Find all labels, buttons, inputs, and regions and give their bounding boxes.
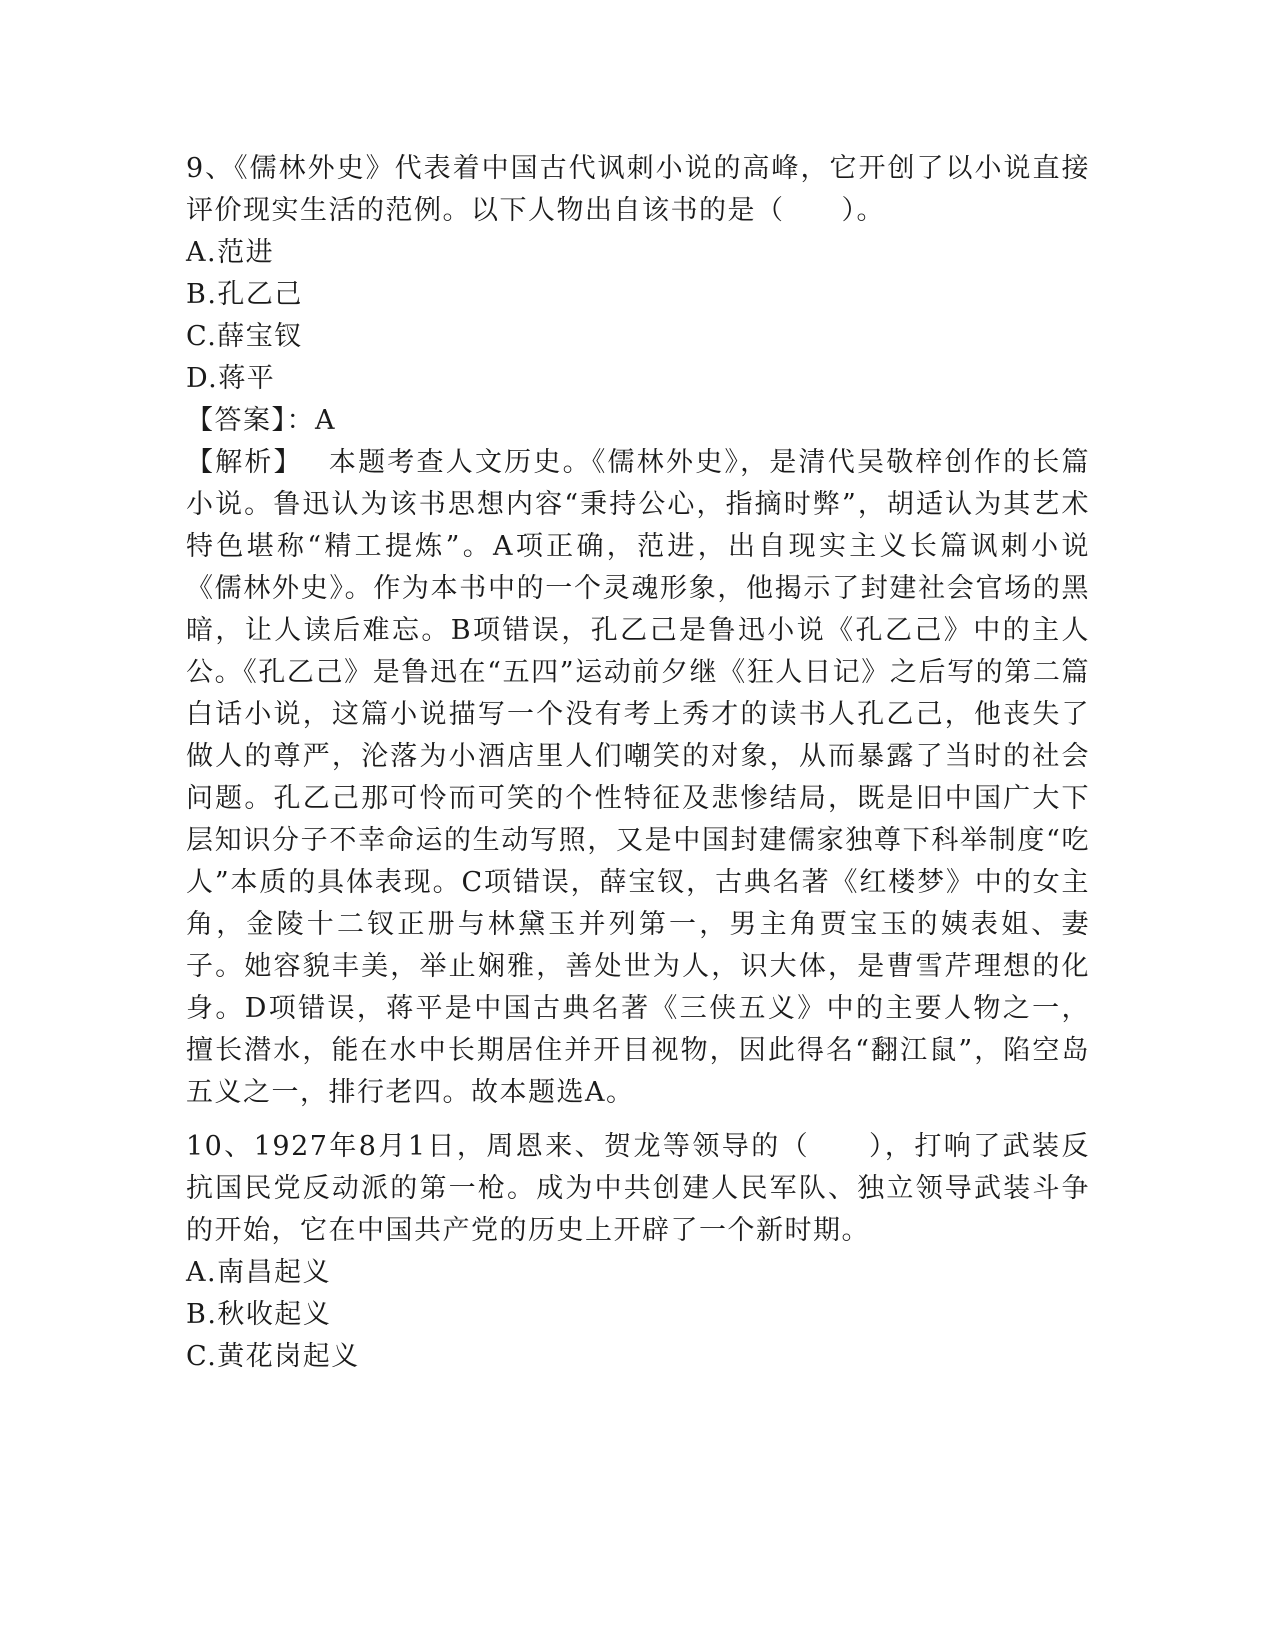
analysis-label: 【解析】 (186, 447, 303, 478)
option-c: C.黄花岗起义 (186, 1341, 360, 1372)
option-a: A.南昌起义 (186, 1257, 332, 1288)
option-b: B.秋收起义 (186, 1299, 332, 1330)
analysis-text: 本题考查人文历史。《儒林外史》，是清代吴敬梓创作的长篇小说。鲁迅认为该书思想内容“秉持公心，指摘时弊”，胡适认为其艺术特色堪称“精工提炼”。A项正确，范进，出自现实主义长篇讽刺小说《儒林外史》。作为本书中的一个灵魂形象，他揭示了封建社会官场的黑暗，让人读后难忘。B项错误，孔乙己是鲁迅小说《孔乙己》中的主人公。《孔乙己》是鲁迅在“五四”运动前夕继《狂人日记》之后写的第二篇白话小说，这篇小说描写一个没有考上秀才的读书人孔乙己，他丧失了做人的尊严，沦落为小酒店里人们嘲笑的对象，从而暴露了当时的社会问题。孔乙己那可怜而可笑的个性特征及悲惨结局，既是旧中国广大下层知识分子不幸命运的生动写照，又是中国封建儒家独尊下科举制度“吃人”本质的具体表现。C项错误，薛宝钗，古典名著《红楼梦》中的女主角，金陵十二钗正册与林黛玉并列第一，男主角贾宝玉的姨表姐、妻子。她容貌丰美，举止娴雅，善处世为人，识大体，是曹雪芹理想的化身。D项错误，蒋平是中国古典名著《三侠五义》中的主要人物之一，擅长潜水，能在水中长期居住并开目视物，因此得名“翻江鼠”，陷空岛五义之一，排行老四。故本题选A。 (186, 447, 1091, 1108)
option-a: A.范进 (186, 237, 275, 268)
option-c: C.薛宝钗 (186, 321, 303, 352)
analysis (186, 442, 1090, 1114)
question-stem: 9、《儒林外史》代表着中国古代讽刺小说的高峰，它开创了以小说直接评价现实生活的范例。以下人物出自该书的是（ ）。 (186, 153, 1090, 226)
document-page (186, 148, 1090, 1378)
option-b: B.孔乙己 (186, 279, 303, 310)
question-stem: 10、1927年8月1日，周恩来、贺龙等领导的（ ），打响了武装反抗国民党反动派的第一枪。成为中共创建人民军队、独立领导武装斗争的开始，它在中国共产党的历史上开辟了一个新时期。 (186, 1131, 1090, 1246)
option-d: D.蒋平 (186, 363, 276, 394)
answer: 【答案】：A (186, 405, 336, 436)
question-9 (186, 148, 1090, 1114)
question-10 (186, 1126, 1090, 1378)
